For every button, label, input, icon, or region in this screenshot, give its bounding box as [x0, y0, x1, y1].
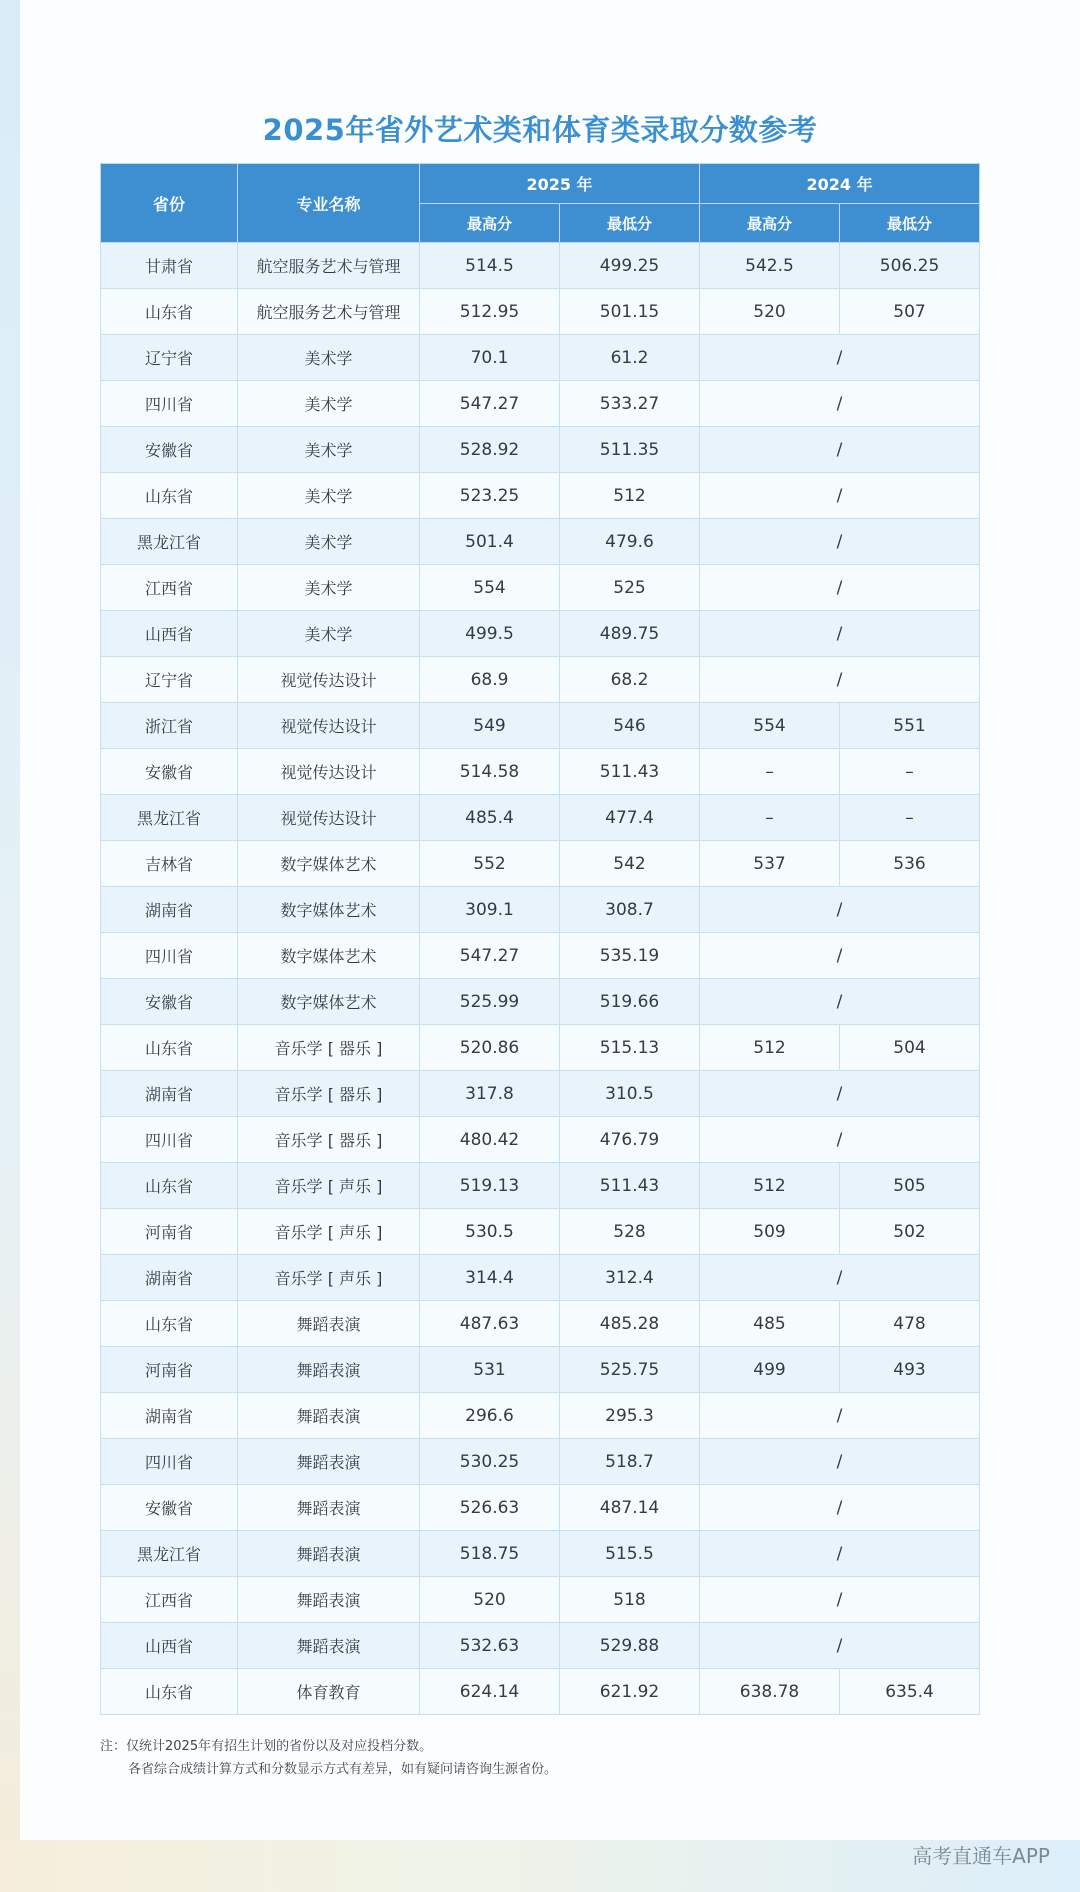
- major-cell: 美术学: [238, 519, 420, 565]
- score-2024-na-cell: /: [700, 611, 980, 657]
- min-2025-cell: 68.2: [560, 657, 700, 703]
- max-2025-cell: 523.25: [420, 473, 560, 519]
- min-2025-cell: 511.43: [560, 749, 700, 795]
- province-cell: 四川省: [101, 1439, 238, 1485]
- score-2024-na-cell: /: [700, 1623, 980, 1669]
- province-cell: 湖南省: [101, 887, 238, 933]
- max-2025-cell: 70.1: [420, 335, 560, 381]
- min-2025-cell: 485.28: [560, 1301, 700, 1347]
- province-cell: 四川省: [101, 381, 238, 427]
- major-cell: 数字媒体艺术: [238, 887, 420, 933]
- score-2024-na-cell: /: [700, 979, 980, 1025]
- major-cell: 体育教育: [238, 1669, 420, 1715]
- min-2024-cell: –: [840, 795, 980, 841]
- admission-score-table: [100, 163, 980, 1715]
- app-watermark: 高考直通车APP: [912, 1844, 1050, 1868]
- major-cell: 舞蹈表演: [238, 1623, 420, 1669]
- max-2025-cell: 309.1: [420, 887, 560, 933]
- table-row: [101, 1255, 980, 1301]
- major-cell: 视觉传达设计: [238, 795, 420, 841]
- max-2025-cell: 501.4: [420, 519, 560, 565]
- major-cell: 舞蹈表演: [238, 1347, 420, 1393]
- max-2025-cell: 487.63: [420, 1301, 560, 1347]
- table-row: [101, 1025, 980, 1071]
- min-2025-cell: 529.88: [560, 1623, 700, 1669]
- min-2025-cell: 518.7: [560, 1439, 700, 1485]
- header-min-2024: 最低分: [840, 204, 980, 243]
- table-row: [101, 1071, 980, 1117]
- province-cell: 吉林省: [101, 841, 238, 887]
- province-cell: 湖南省: [101, 1393, 238, 1439]
- min-2025-cell: 533.27: [560, 381, 700, 427]
- max-2025-cell: 480.42: [420, 1117, 560, 1163]
- province-cell: 黑龙江省: [101, 519, 238, 565]
- max-2025-cell: 296.6: [420, 1393, 560, 1439]
- table-row: [101, 1393, 980, 1439]
- max-2025-cell: 552: [420, 841, 560, 887]
- province-cell: 湖南省: [101, 1071, 238, 1117]
- max-2024-cell: 520: [700, 289, 840, 335]
- min-2025-cell: 525: [560, 565, 700, 611]
- min-2025-cell: 528: [560, 1209, 700, 1255]
- province-cell: 山西省: [101, 611, 238, 657]
- table-row: [101, 611, 980, 657]
- header-min-2025: 最低分: [560, 204, 700, 243]
- table-row: [101, 1439, 980, 1485]
- table-row: [101, 519, 980, 565]
- major-cell: 舞蹈表演: [238, 1301, 420, 1347]
- province-cell: 河南省: [101, 1209, 238, 1255]
- min-2024-cell: 493: [840, 1347, 980, 1393]
- table-row: [101, 795, 980, 841]
- major-cell: 数字媒体艺术: [238, 979, 420, 1025]
- major-cell: 数字媒体艺术: [238, 841, 420, 887]
- max-2025-cell: 526.63: [420, 1485, 560, 1531]
- min-2025-cell: 518: [560, 1577, 700, 1623]
- min-2025-cell: 476.79: [560, 1117, 700, 1163]
- province-cell: 河南省: [101, 1347, 238, 1393]
- min-2024-cell: 536: [840, 841, 980, 887]
- province-cell: 山东省: [101, 1669, 238, 1715]
- max-2024-cell: –: [700, 795, 840, 841]
- province-cell: 山东省: [101, 473, 238, 519]
- max-2025-cell: 547.27: [420, 381, 560, 427]
- min-2025-cell: 61.2: [560, 335, 700, 381]
- major-cell: 美术学: [238, 427, 420, 473]
- major-cell: 音乐学 [ 器乐 ]: [238, 1071, 420, 1117]
- province-cell: 安徽省: [101, 427, 238, 473]
- table-row: [101, 1623, 980, 1669]
- max-2025-cell: 547.27: [420, 933, 560, 979]
- max-2025-cell: 68.9: [420, 657, 560, 703]
- max-2024-cell: 512: [700, 1163, 840, 1209]
- page-title: 2025年省外艺术类和体育类录取分数参考: [262, 113, 818, 147]
- max-2024-cell: 485: [700, 1301, 840, 1347]
- province-cell: 辽宁省: [101, 657, 238, 703]
- score-2024-na-cell: /: [700, 1393, 980, 1439]
- header-major: 专业名称: [238, 164, 420, 243]
- score-2024-na-cell: /: [700, 1071, 980, 1117]
- min-2024-cell: –: [840, 749, 980, 795]
- score-2024-na-cell: /: [700, 473, 980, 519]
- major-cell: 视觉传达设计: [238, 657, 420, 703]
- max-2025-cell: 530.5: [420, 1209, 560, 1255]
- min-2024-cell: 635.4: [840, 1669, 980, 1715]
- table-row: [101, 381, 980, 427]
- table-row: [101, 1347, 980, 1393]
- max-2025-cell: 549: [420, 703, 560, 749]
- min-2025-cell: 501.15: [560, 289, 700, 335]
- table-row: [101, 335, 980, 381]
- major-cell: 美术学: [238, 335, 420, 381]
- min-2025-cell: 487.14: [560, 1485, 700, 1531]
- min-2024-cell: 551: [840, 703, 980, 749]
- left-decor-strip: [0, 0, 20, 1892]
- province-cell: 湖南省: [101, 1255, 238, 1301]
- province-cell: 山东省: [101, 1301, 238, 1347]
- table-row: [101, 1577, 980, 1623]
- max-2025-cell: 317.8: [420, 1071, 560, 1117]
- major-cell: 美术学: [238, 611, 420, 657]
- province-cell: 山西省: [101, 1623, 238, 1669]
- province-cell: 四川省: [101, 1117, 238, 1163]
- table-row: [101, 979, 980, 1025]
- max-2025-cell: 532.63: [420, 1623, 560, 1669]
- min-2025-cell: 535.19: [560, 933, 700, 979]
- max-2024-cell: 512: [700, 1025, 840, 1071]
- max-2025-cell: 530.25: [420, 1439, 560, 1485]
- table-header: [101, 164, 980, 243]
- table-body: [101, 243, 980, 1715]
- min-2025-cell: 542: [560, 841, 700, 887]
- table-row: [101, 703, 980, 749]
- min-2024-cell: 506.25: [840, 243, 980, 289]
- min-2025-cell: 515.13: [560, 1025, 700, 1071]
- max-2025-cell: 512.95: [420, 289, 560, 335]
- header-max-2025: 最高分: [420, 204, 560, 243]
- max-2025-cell: 314.4: [420, 1255, 560, 1301]
- min-2025-cell: 477.4: [560, 795, 700, 841]
- table-row: [101, 841, 980, 887]
- header-year-2024: 2024 年: [700, 164, 980, 204]
- max-2024-cell: 638.78: [700, 1669, 840, 1715]
- header-province: 省份: [101, 164, 238, 243]
- score-2024-na-cell: /: [700, 1117, 980, 1163]
- table-row: [101, 427, 980, 473]
- table-row: [101, 1485, 980, 1531]
- min-2025-cell: 489.75: [560, 611, 700, 657]
- province-cell: 黑龙江省: [101, 1531, 238, 1577]
- score-2024-na-cell: /: [700, 427, 980, 473]
- score-2024-na-cell: /: [700, 933, 980, 979]
- province-cell: 黑龙江省: [101, 795, 238, 841]
- table-row: [101, 1301, 980, 1347]
- score-2024-na-cell: /: [700, 1255, 980, 1301]
- min-2025-cell: 295.3: [560, 1393, 700, 1439]
- score-2024-na-cell: /: [700, 335, 980, 381]
- major-cell: 舞蹈表演: [238, 1393, 420, 1439]
- max-2024-cell: 542.5: [700, 243, 840, 289]
- min-2025-cell: 621.92: [560, 1669, 700, 1715]
- table-row: [101, 887, 980, 933]
- score-2024-na-cell: /: [700, 657, 980, 703]
- table-row: [101, 243, 980, 289]
- max-2025-cell: 528.92: [420, 427, 560, 473]
- min-2024-cell: 502: [840, 1209, 980, 1255]
- footnote-line-1: 注：仅统计2025年有招生计划的省份以及对应投档分数。: [100, 1739, 433, 1754]
- province-cell: 甘肃省: [101, 243, 238, 289]
- score-2024-na-cell: /: [700, 1485, 980, 1531]
- province-cell: 山东省: [101, 1163, 238, 1209]
- min-2025-cell: 511.43: [560, 1163, 700, 1209]
- max-2025-cell: 514.5: [420, 243, 560, 289]
- min-2024-cell: 478: [840, 1301, 980, 1347]
- major-cell: 数字媒体艺术: [238, 933, 420, 979]
- province-cell: 浙江省: [101, 703, 238, 749]
- major-cell: 航空服务艺术与管理: [238, 289, 420, 335]
- table-row: [101, 289, 980, 335]
- table-row: [101, 1209, 980, 1255]
- major-cell: 舞蹈表演: [238, 1577, 420, 1623]
- major-cell: 音乐学 [ 声乐 ]: [238, 1163, 420, 1209]
- max-2025-cell: 499.5: [420, 611, 560, 657]
- score-2024-na-cell: /: [700, 1577, 980, 1623]
- table-row: [101, 473, 980, 519]
- table-row: [101, 749, 980, 795]
- major-cell: 美术学: [238, 473, 420, 519]
- max-2025-cell: 525.99: [420, 979, 560, 1025]
- table-row: [101, 657, 980, 703]
- min-2025-cell: 519.66: [560, 979, 700, 1025]
- major-cell: 航空服务艺术与管理: [238, 243, 420, 289]
- major-cell: 音乐学 [ 声乐 ]: [238, 1209, 420, 1255]
- table-row: [101, 1669, 980, 1715]
- province-cell: 辽宁省: [101, 335, 238, 381]
- max-2025-cell: 519.13: [420, 1163, 560, 1209]
- province-cell: 安徽省: [101, 979, 238, 1025]
- score-2024-na-cell: /: [700, 1531, 980, 1577]
- header-max-2024: 最高分: [700, 204, 840, 243]
- max-2024-cell: –: [700, 749, 840, 795]
- min-2025-cell: 499.25: [560, 243, 700, 289]
- province-cell: 四川省: [101, 933, 238, 979]
- min-2025-cell: 511.35: [560, 427, 700, 473]
- major-cell: 音乐学 [ 声乐 ]: [238, 1255, 420, 1301]
- table-row: [101, 933, 980, 979]
- max-2025-cell: 531: [420, 1347, 560, 1393]
- max-2025-cell: 520.86: [420, 1025, 560, 1071]
- min-2025-cell: 546: [560, 703, 700, 749]
- max-2024-cell: 509: [700, 1209, 840, 1255]
- max-2025-cell: 554: [420, 565, 560, 611]
- province-cell: 安徽省: [101, 749, 238, 795]
- score-2024-na-cell: /: [700, 519, 980, 565]
- province-cell: 安徽省: [101, 1485, 238, 1531]
- min-2025-cell: 310.5: [560, 1071, 700, 1117]
- min-2025-cell: 512: [560, 473, 700, 519]
- min-2025-cell: 479.6: [560, 519, 700, 565]
- min-2025-cell: 515.5: [560, 1531, 700, 1577]
- header-year-2025: 2025 年: [420, 164, 700, 204]
- min-2024-cell: 504: [840, 1025, 980, 1071]
- table-row: [101, 565, 980, 611]
- province-cell: 江西省: [101, 1577, 238, 1623]
- max-2025-cell: 624.14: [420, 1669, 560, 1715]
- table-row: [101, 1117, 980, 1163]
- province-cell: 山东省: [101, 289, 238, 335]
- footnote-line-2: 各省综合成绩计算方式和分数显示方式有差异，如有疑问请咨询生源省份。: [128, 1762, 558, 1777]
- province-cell: 江西省: [101, 565, 238, 611]
- major-cell: 视觉传达设计: [238, 749, 420, 795]
- max-2025-cell: 518.75: [420, 1531, 560, 1577]
- score-2024-na-cell: /: [700, 565, 980, 611]
- score-2024-na-cell: /: [700, 887, 980, 933]
- major-cell: 舞蹈表演: [238, 1485, 420, 1531]
- max-2024-cell: 537: [700, 841, 840, 887]
- major-cell: 舞蹈表演: [238, 1439, 420, 1485]
- max-2024-cell: 554: [700, 703, 840, 749]
- major-cell: 视觉传达设计: [238, 703, 420, 749]
- score-2024-na-cell: /: [700, 1439, 980, 1485]
- major-cell: 美术学: [238, 565, 420, 611]
- table-row: [101, 1531, 980, 1577]
- max-2025-cell: 520: [420, 1577, 560, 1623]
- province-cell: 山东省: [101, 1025, 238, 1071]
- major-cell: 舞蹈表演: [238, 1531, 420, 1577]
- min-2024-cell: 505: [840, 1163, 980, 1209]
- major-cell: 音乐学 [ 器乐 ]: [238, 1117, 420, 1163]
- min-2025-cell: 308.7: [560, 887, 700, 933]
- max-2025-cell: 514.58: [420, 749, 560, 795]
- footnote: [100, 1735, 557, 1781]
- score-2024-na-cell: /: [700, 381, 980, 427]
- min-2025-cell: 525.75: [560, 1347, 700, 1393]
- major-cell: 音乐学 [ 器乐 ]: [238, 1025, 420, 1071]
- min-2025-cell: 312.4: [560, 1255, 700, 1301]
- max-2024-cell: 499: [700, 1347, 840, 1393]
- max-2025-cell: 485.4: [420, 795, 560, 841]
- min-2024-cell: 507: [840, 289, 980, 335]
- major-cell: 美术学: [238, 381, 420, 427]
- table-row: [101, 1163, 980, 1209]
